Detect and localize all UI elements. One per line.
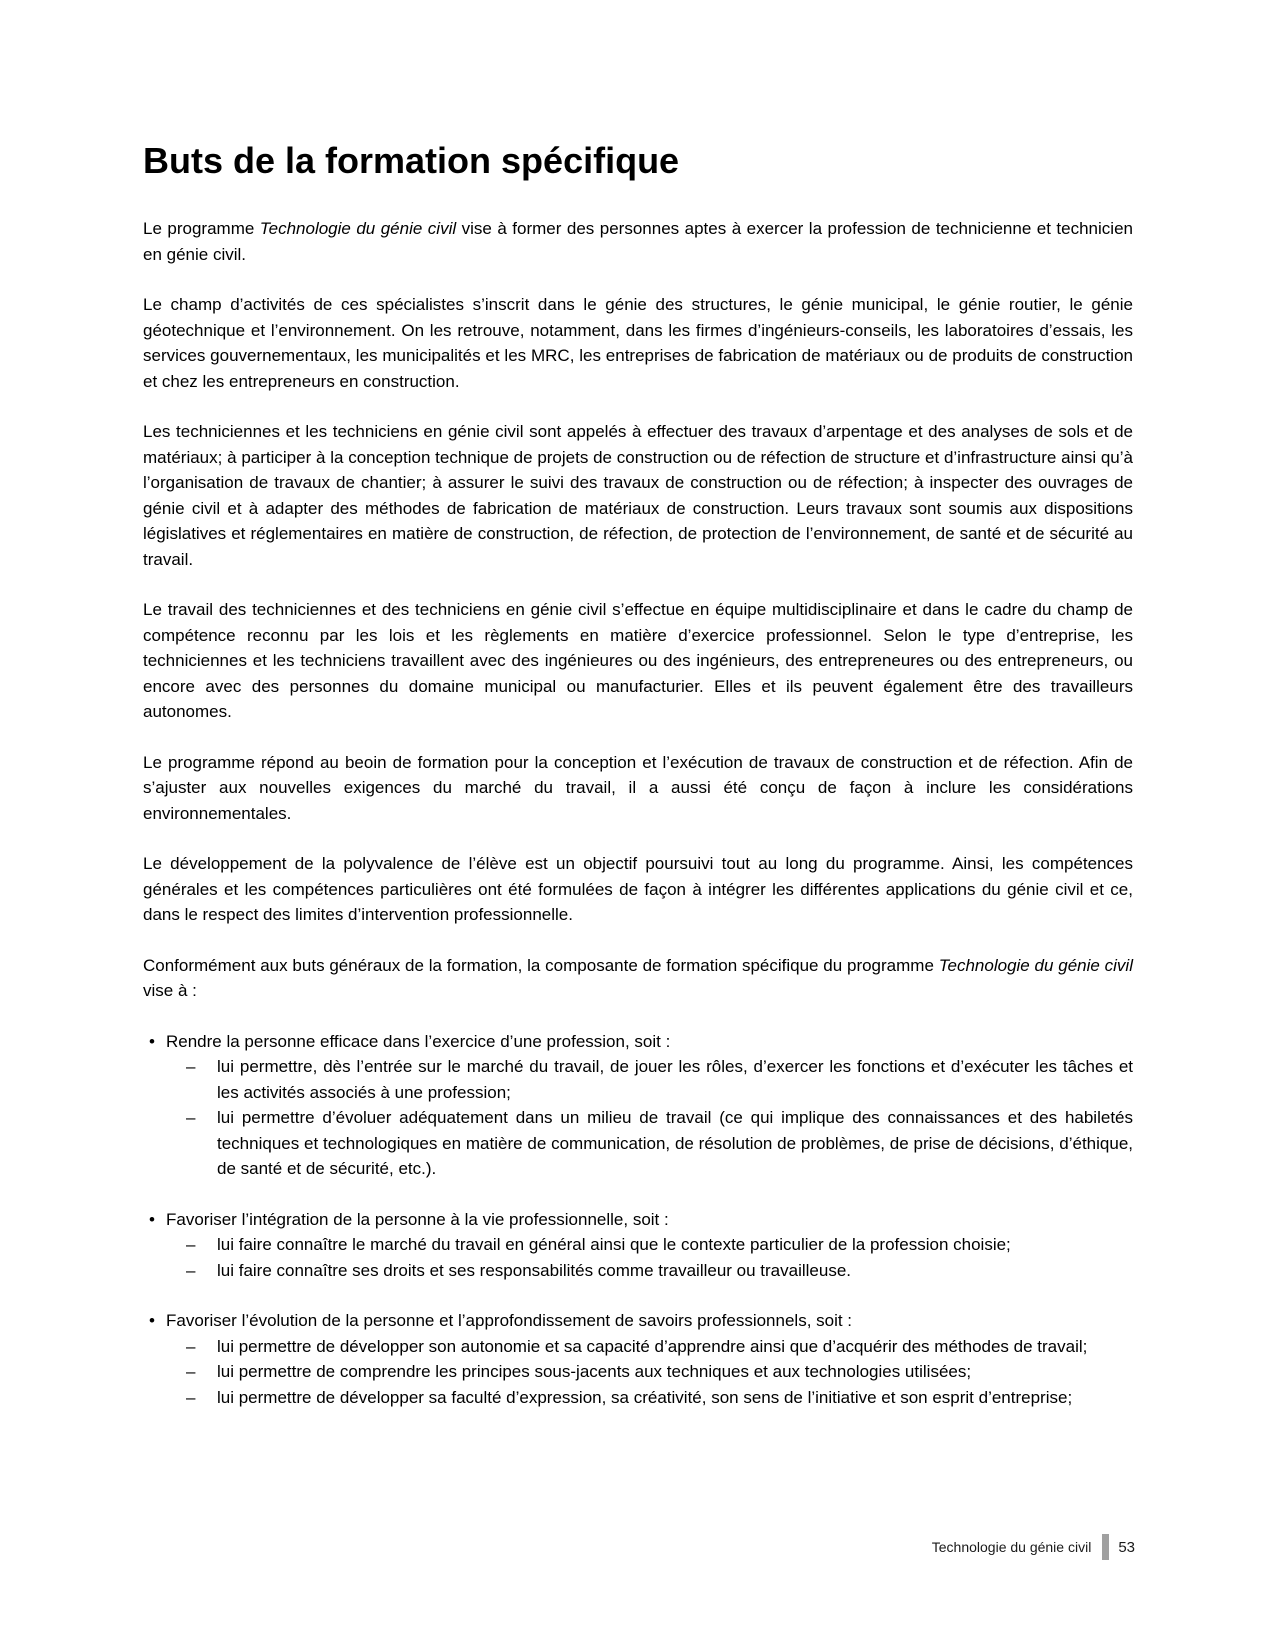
goal-sub-item: [186, 1334, 1133, 1360]
bullet-icon: •: [149, 1311, 155, 1330]
goal-sub-item: [186, 1232, 1133, 1258]
goal-item-efficiency-label-row: [143, 1029, 1133, 1055]
paragraph-intro: [143, 216, 1133, 267]
goal-sub-text: lui faire connaître ses droits et ses responsabilités comme travailleur ou travailleuse.: [217, 1260, 852, 1280]
goal-sub-text: lui permettre de développer sa faculté d’expression, sa créativité, son sens de l’initiative et son esprit d’entreprise;: [217, 1387, 1073, 1407]
goal-sub-text: lui permettre d’évoluer adéquatement dans un milieu de travail (ce qui implique des connaissances et des habiletés techniques et technologiques en matière de communication, de résolution de problèmes, de prise de décisions, d’éthique, de santé et de sécurité, etc.).: [217, 1108, 1133, 1178]
dash-icon: –: [186, 1336, 196, 1356]
paragraph-specific-goals-lead: [143, 953, 1133, 1004]
paragraph-intro-post: vise à former des personnes aptes à exercer la profession de technicienne et technicien en génie civil.: [143, 219, 1133, 264]
dash-icon: –: [186, 1260, 196, 1280]
goal-item-integration: [143, 1207, 1133, 1284]
goal-sub-item: [186, 1105, 1133, 1182]
footer-divider: [1102, 1534, 1109, 1560]
goal-sub-item: [186, 1359, 1133, 1385]
dash-icon: –: [186, 1057, 196, 1076]
goal-label: Favoriser l’intégration de la personne à la vie professionnelle, soit :: [166, 1209, 669, 1229]
goal-sub-item: [186, 1385, 1133, 1411]
goal-sub-text: lui permettre de comprendre les principes sous-jacents aux techniques et aux technologies utilisées;: [217, 1362, 972, 1381]
page-title: Buts de la formation spécifique: [143, 140, 680, 181]
dash-icon: –: [186, 1362, 196, 1381]
document-content: [143, 140, 1133, 1435]
goal-item-evolution: [143, 1308, 1133, 1410]
program-name-italic-2: Technologie du génie civil: [938, 955, 1133, 975]
goal-label: Rendre la personne efficace dans l’exercice d’une profession, soit :: [166, 1031, 671, 1051]
goals-lead-post: vise à :: [143, 981, 197, 1000]
paragraph-work-context: Le travail des techniciennes et des techniciens en génie civil s’effectue en équipe multidisciplinaire et dans le cadre du champ de compétence reconnu par les lois et les règlements en matière d’exercice professionnel. Selon le type d’entreprise, les techniciennes et les techniciens travaillent avec des ingénieures ou des ingénieurs, des entrepreneures ou des entrepreneurs, ou encore avec des personnes du domaine municipal ou manufacturier. Elles et ils peuvent également être des travailleurs autonomes.: [143, 600, 1133, 721]
bullet-icon: •: [149, 1031, 155, 1051]
goal-sub-text: lui permettre de développer son autonomie et sa capacité d’apprendre ainsi que d’acquérir des méthodes de travail;: [217, 1336, 1088, 1356]
paragraph-versatility: Le développement de la polyvalence de l’élève est un objectif poursuivi tout au long du programme. Ainsi, les compétences générales et les compétences particulières ont été formulées de façon à intégrer les différentes applications du génie civil et ce, dans le respect des limites d’intervention professionnelle.: [143, 854, 1133, 924]
paragraph-duties: Les techniciennes et les techniciens en génie civil sont appelés à effectuer des travaux d’arpentage et des analyses de sols et de matériaux; à participer à la conception technique de projets de construction ou de réfection de structure et d’infrastructure ainsi qu’à l’organisation de travaux de chantier; à assurer le suivi des travaux de construction ou de réfection; à inspecter des ouvrages de génie civil et à adapter des méthodes de fabrication de matériaux de construction. Leurs travaux sont soumis aux dispositions législatives et réglementaires en matière de construction, de réfection, de protection de l’environnement, de santé et de sécurité au travail.: [143, 422, 1133, 569]
paragraph-intro-pre: Le programme: [143, 219, 260, 238]
goal-item-integration-label-row: [143, 1207, 1133, 1233]
program-name-italic: Technologie du génie civil: [259, 219, 457, 238]
goal-sub-text: lui faire connaître le marché du travail en général ainsi que le contexte particulier de la profession choisie;: [217, 1235, 1011, 1254]
footer-page-number: 53: [1118, 1538, 1135, 1556]
dash-icon: –: [186, 1235, 196, 1254]
goal-item-efficiency: [143, 1029, 1133, 1182]
dash-icon: –: [186, 1108, 196, 1127]
paragraph-program-purpose: Le programme répond au beoin de formation pour la conception et l’exécution de travaux de construction et de réfection. Afin de s’ajuster aux nouvelles exigences du marché du travail, il a aussi été conçu de façon à inclure les considérations environnementales.: [143, 752, 1133, 823]
goal-sub-item: [186, 1054, 1133, 1105]
page-footer: [143, 1534, 1135, 1560]
bullet-icon: •: [149, 1209, 155, 1229]
footer-program-name: Technologie du génie civil: [931, 1539, 1092, 1555]
goal-label: Favoriser l’évolution de la personne et l’approfondissement de savoirs professionnels, soit :: [166, 1311, 853, 1330]
goal-sub-text: lui permettre, dès l’entrée sur le marché du travail, de jouer les rôles, d’exercer les fonctions et d’exécuter les tâches et les activités associés à une profession;: [217, 1057, 1133, 1102]
goal-item-evolution-label-row: [143, 1308, 1133, 1334]
dash-icon: –: [186, 1387, 196, 1407]
goal-sub-item: [186, 1258, 1133, 1284]
paragraph-field-of-activity: Le champ d’activités de ces spécialistes s’inscrit dans le génie des structures, le génie municipal, le génie routier, le génie géotechnique et l’environnement. On les retrouve, notamment, dans les firmes d’ingénieurs-conseils, les laboratoires d’essais, les services gouvernementaux, les municipalités et les MRC, les entreprises de fabrication de matériaux ou de produits de construction et chez les entrepreneurs en construction.: [143, 295, 1133, 391]
goals-lead-pre: Conformément aux buts généraux de la formation, la composante de formation spécifique du programme: [143, 955, 939, 975]
